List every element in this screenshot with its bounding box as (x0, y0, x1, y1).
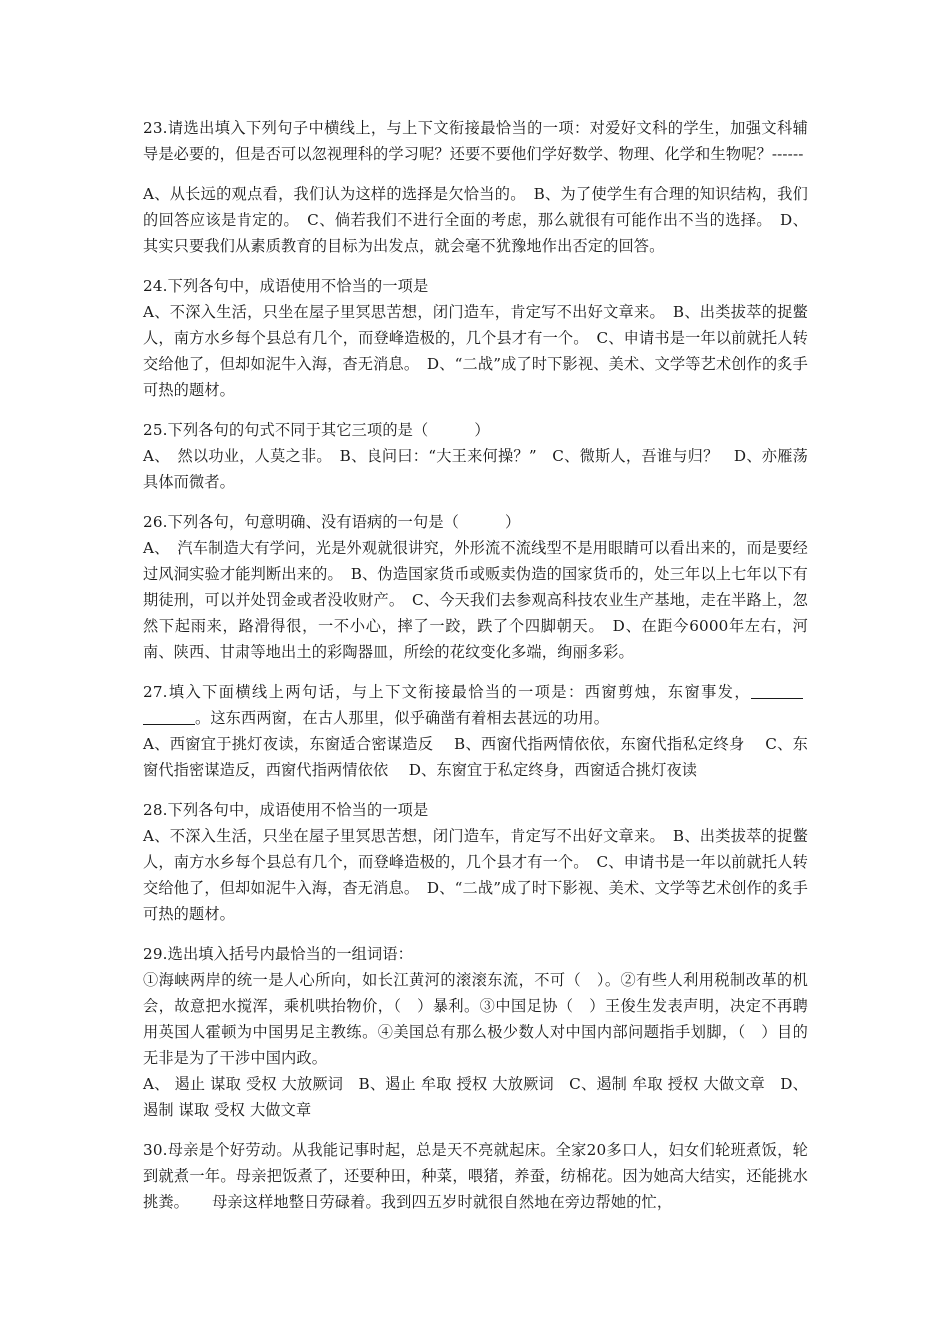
question-options: A、不深入生活，只坐在屋子里冥思苦想，闭门造车，肯定写不出好文章来。 B、出类拔萃的捉鳖人，南方水乡每个县总有几个，而登峰造极的，几个县才有一个。 C、申请书是一年以前就托人转交给他了，但却如泥牛入海，杳无消息。 D、“二战”成了时下影视、美术、文学等艺术创作的炙手可热的题材。 (143, 303, 808, 399)
answer-blank (143, 708, 195, 725)
question-27 (143, 679, 808, 783)
stem-before-blank: 27.填入下面横线上两句话，与上下文衔接最恰当的一项是：西窗剪烛，东窗事发， (143, 683, 752, 701)
question-stem (143, 679, 808, 731)
question-options: A、 汽车制造大有学问，光是外观就很讲究，外形流不流线型不是用眼睛可以看出来的，而是要经过风洞实验才能判断出来的。 B、伪造国家货币或贩卖伪造的国家货币的，处三年以上七年以下有期徒刑，可以并处罚金或者没收财产。 C、今天我们去参观高科技农业生产基地，走在半路上，忽然下起雨来，路滑得很，一不小心，摔了一跤，跌了个四脚朝天。 D、在距今6000年左右，河南、陕西、甘肃等地出土的彩陶器皿，所绘的花纹变化多端，绚丽多彩。 (143, 539, 808, 661)
question-stem: 25.下列各句的句式不同于其它三项的是（ ） (143, 421, 490, 439)
question-stem: 26.下列各句，句意明确、没有语病的一句是（ ） (143, 513, 521, 531)
question-options: A、从长远的观点看，我们认为这样的选择是欠恰当的。 B、为了使学生有合理的知识结构，我们的回答应该是肯定的。 C、倘若我们不进行全面的考虑，那么就很有可能作出不当的选择。 D、其实只要我们从素质教育的目标为出发点，就会毫不犹豫地作出否定的回答。 (143, 185, 808, 255)
question-options: A、西窗宜于挑灯夜读，东窗适合密谋造反 B、西窗代指两情依依，东窗代指私定终身 C、东窗代指密谋造反，西窗代指两情依依 D、东窗宜于私定终身，西窗适合挑灯夜读 (143, 735, 808, 779)
answer-blank (751, 682, 803, 699)
question-stem: 28.下列各句中，成语使用不恰当的一项是 (143, 801, 429, 819)
question-stem: 30.母亲是个好劳动。从我能记事时起，总是天不亮就起床。全家20多口人，妇女们轮班煮饭，轮到就煮一年。母亲把饭煮了，还要种田，种菜，喂猪，养蚕，纺棉花。因为她高大结实，还能挑水挑粪。 母亲这样地整日劳碌着。我到四五岁时就很自然地在旁边帮她的忙， (143, 1141, 808, 1211)
question-30 (143, 1137, 808, 1215)
question-23-options (143, 181, 808, 259)
question-28 (143, 797, 808, 927)
question-23 (143, 115, 808, 167)
question-options: A、 然以功业，人莫之非。 B、良问曰：“大王来何操？” C、微斯人，吾谁与归？ D、亦雁荡具体而微者。 (143, 447, 808, 491)
question-stem: 23.请选出填入下列句子中横线上，与上下文衔接最恰当的一项：对爱好文科的学生，加强文科辅导是必要的，但是否可以忽视理科的学习呢？还要不要他们学好数学、物理、化学和生物呢？------ (143, 119, 808, 163)
question-24 (143, 273, 808, 403)
question-26 (143, 509, 808, 665)
question-25 (143, 417, 808, 495)
question-stem: 24.下列各句中，成语使用不恰当的一项是 (143, 277, 429, 295)
question-stem: 29.选出填入括号内最恰当的一组词语： (143, 945, 414, 963)
question-body: ①海峡两岸的统一是人心所向，如长江黄河的滚滚东流，不可（ ）。②有些人利用税制改革的机会，故意把水搅浑，乘机哄抬物价，（ ）暴利。③中国足协（ ）王俊生发表声明，决定不再聘用英国人霍顿为中国男足主教练。④美国总有那么极少数人对中国内部问题指手划脚，（ ）目的无非是为了干涉中国内政。 (143, 971, 808, 1067)
question-29 (143, 941, 808, 1123)
question-options: A、不深入生活，只坐在屋子里冥思苦想，闭门造车，肯定写不出好文章来。 B、出类拔萃的捉鳖人，南方水乡每个县总有几个，而登峰造极的，几个县才有一个。 C、申请书是一年以前就托人转交给他了，但却如泥牛入海，杳无消息。 D、“二战”成了时下影视、美术、文学等艺术创作的炙手可热的题材。 (143, 827, 808, 923)
stem-after-blank: 。这东西两窗，在古人那里，似乎确凿有着相去甚远的功用。 (195, 709, 610, 727)
question-options: A、 遏止 谋取 受权 大放厥词 B、遏止 牟取 授权 大放厥词 C、遏制 牟取 授权 大做文章 D、遏制 谋取 受权 大做文章 (143, 1075, 808, 1119)
